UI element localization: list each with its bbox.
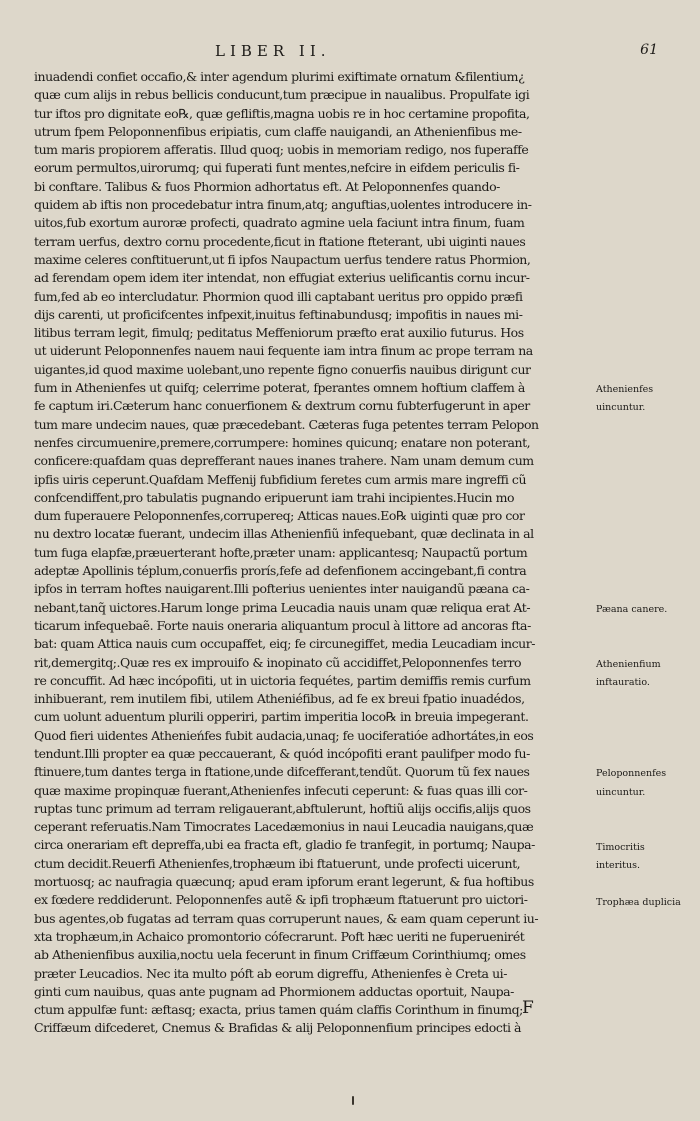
text-line: quæ maxime propinquæ fuerant,Athenienfes infecuti ceperunt: & fuas quas illi cor- [34, 782, 528, 798]
text-line: ipfos in terram hoftes nauigarent.Illi pofterius uenientes inter nauigandũ pæana ca- [34, 581, 530, 597]
text-line: ftinuere,tum dantes terga in ftatione,unde difcefferant,tendũt. Quorum tũ fex naues [34, 764, 530, 780]
text-line: ut uiderunt Peloponnenfes nauem naui fequente iam intra finum ac prope terram na [34, 343, 533, 359]
text-line: ctum appulfæ funt: æftasq; exacta, prius tamen quám claffis Corinthum in finumq; [34, 1002, 523, 1018]
text-line: dijs carenti, ut proficifcentes infpexit,inuitus feftinabundusq; impofitis in naues mi- [34, 306, 523, 322]
text-line: uigantes,id quod maxime uolebant,uno repente figno conuerfis nauibus dirigunt cur [34, 361, 531, 377]
text-line: ruptas tunc primum ad terram religauerant,abftulerunt, hoftiũ alijs occifis,alijs quos [34, 800, 531, 816]
text-line: ticarum infequebaẽ. Forte nauis oneraria aliquantum procul à littore ad ancoras fta- [34, 617, 531, 633]
main-text-block [34, 68, 599, 1038]
text-line: uitos,fub exortum auroræ profecti, quadrato agmine uela faciunt intra finum, fuam [34, 215, 525, 231]
text-line: mortuosq; ac naufragia quæcunq; apud eram ipforum erant legerunt, & fua hoftibus [34, 874, 534, 890]
text-line: inuadendi confiet occafio,& inter agendum plurimi exiftimate ornatum &filentium¿ [34, 69, 525, 84]
text-line: cum uolunt aduentum plurili opperiri, partim imperitia loco℞ in breuia impegerant. [34, 709, 529, 725]
marginal-note: Athenienfes [596, 384, 654, 396]
ink-speck [352, 1096, 354, 1105]
marginal-note: Timocritis [596, 841, 645, 853]
text-line: dum fuperauere Peloponnenfes,corrupereq; Atticas naues.Eo℞ uiginti quæ pro cor [34, 508, 525, 524]
text-line: tur iftos pro dignitate eo℞, quæ gefliftis,magna uobis re in hoc certamine propofita, [34, 105, 530, 121]
text-line: adeptæ Apollinis téplum,conuerfis prorís,fefe ad defenfionem accingebant,fi contra [34, 563, 527, 579]
text-line: ginti cum nauibus, quas ante pugnam ad Phormionem adductas oportuit, Naupa- [34, 983, 514, 999]
text-line: re concuffit. Ad hæc incópofiti, ut in uictoria fequétes, partim demiffis remis curfum [34, 672, 531, 688]
text-line: utrum fpem Peloponnenfibus eripiatis, cum claffe nauigandi, an Athenienfibus me- [34, 123, 522, 139]
text-line: quidem ab iftis non procedebatur intra finum,atq; anguftias,uolentes introducere in- [34, 197, 532, 213]
marginal-note: Trophæa duplicia [596, 896, 681, 908]
text-line: rit,demergitq;.Quæ res ex improuifo & inopinato cũ accidiffet,Peloponnenfes terro [34, 654, 522, 670]
text-line: fe captum iri.Cæterum hanc conuerfionem & dextrum cornu fubterfugerunt in aper [34, 398, 530, 414]
text-line: nebant,tanq̃ uictores.Harum longe prima Leucadia nauis unam quæ reliqua erat At- [34, 599, 531, 615]
text-line: xta trophæum,in Achaico promontorio cófecrarunt. Poft hæc ueriti ne fuperuenirét [34, 928, 525, 944]
text-line: ad ferendam opem idem iter intendat, non effugiat exterius uelificantis cornu incur- [34, 270, 530, 286]
text-line: eorum permultos,uirorumq; qui fuperati funt mentes,nefcire in eifdem periculis fi- [34, 160, 520, 176]
text-line: ex fœdere reddiderunt. Peloponnenfes autẽ & ipfi trophæum ftatuerunt pro uictori- [34, 892, 528, 908]
text-line: tum mare undecim naues, quæ præcedebant. Cæteras fuga petentes terram Pelopon [34, 416, 539, 432]
text-line: litibus terram legit, fimulq; peditatus Meffeniorum præfto erat auxilio futurus. Hos [34, 325, 524, 341]
text-line: bat: quam Attica nauis cum occupaffet, eiq; fe circunegiffet, media Leucadiam incur- [34, 636, 536, 652]
text-line: terram uerfus, dextro cornu procedente,ficut in ftatione fteterant, ubi uiginti naues [34, 233, 526, 249]
text-line: inhibuerant, rem inutilem fibi, utilem Atheniéfibus, ad fe ex breui fpatio inuadédos, [34, 691, 525, 707]
marginal-note: uincuntur. [596, 786, 646, 798]
text-line: tum fuga elapfæ,præuerterant hofte,præter unam: applicantesq; Naupactũ portum [34, 544, 528, 560]
text-line: ipfis uiris ceperunt.Quafdam Meffenij fubfidium feretes cum armis mare ingreffi cũ [34, 471, 527, 487]
text-line: quæ cum alijs in rebus bellicis conducunt,tum præcipue in naualibus. Propulfate igi [34, 87, 530, 103]
signature-mark: F [522, 998, 534, 1018]
marginal-note: uincuntur. [596, 402, 646, 414]
marginal-note: interitus. [596, 859, 641, 871]
page-header [0, 42, 700, 62]
text-line: præter Leucadios. Nec ita multo póft ab eorum digreffu, Athenienfes è Creta ui- [34, 965, 508, 981]
marginal-note: Athenienfium [596, 658, 661, 670]
text-line: bi conftare. Talibus & fuos Phormion adhortatus eft. At Peloponnenfes quando- [34, 178, 500, 194]
text-line: nenfes circumuenire,premere,corrumpere: homines quicunq; enatare non poterant, [34, 434, 531, 450]
text-line: nu dextro locatæ fuerant, undecim illas Athenienfiũ infequebant, quæ declinata in al [34, 526, 534, 542]
folio-number: 61 [640, 42, 658, 58]
running-title: LIBER II. [215, 42, 331, 60]
text-line: ceperant referuatis.Nam Timocrates Lacedæmonius in naui Leucadia nauigans,quæ [34, 819, 534, 835]
text-line: fum,fed ab eo intercludatur. Phormion quod illi captabant ueritus pro oppido præfi [34, 288, 523, 304]
marginal-note: Pæana canere. [596, 603, 668, 615]
text-line: tendunt.Illi propter ea quæ peccauerant, & quód incópofiti erant paulifper modo fu- [34, 745, 530, 761]
text-line: circa onerariam eft depreffa,ubi ea fracta eft, gladio fe tranfegit, in portumq; Naupa- [34, 837, 535, 853]
text-line: conficere:quafdam quas deprefferant naues inanes trahere. Nam unam demum cum [34, 453, 534, 469]
text-line: bus agentes,ob fugatas ad terram quas corruperunt naues, & eam quam ceperunt iu- [34, 910, 539, 926]
text-line: maxime celeres conftituerunt,ut fi ipfos Naupactum uerfus tendere ratus Phormion, [34, 251, 531, 267]
marginal-note: inftauratio. [596, 676, 650, 688]
marginal-note: Peloponnenfes [596, 768, 667, 780]
text-line: tum maris propiorem afferatis. Illud quoq; uobis in memoriam redigo, nos fuperaffe [34, 142, 529, 158]
text-line: Quod fieri uidentes Athenieńfes fubit audacia,unaq; fe uociferatióe adhortátes,in eos [34, 727, 534, 743]
text-line: ctum decidit.Reuerfi Athenienfes,trophæum ibi ftatuerunt, unde profecti uicerunt, [34, 855, 521, 871]
text-line: fum in Athenienfes ut quifq; celerrime poterat, fperantes omnem hoftium claffem à [34, 380, 525, 396]
text-line: confcendiffent,pro tabulatis pugnando eripuerunt iam trahi incipientes.Hucin mo [34, 489, 515, 505]
text-line: Criffæum difcederet, Cnemus & Brafidas & alij Peloponnenfium principes edocti à [34, 1020, 522, 1036]
text-line: ab Athenienfibus auxilia,noctu uela fecerunt in finum Criffæum Corinthiumq; omes [34, 947, 526, 963]
